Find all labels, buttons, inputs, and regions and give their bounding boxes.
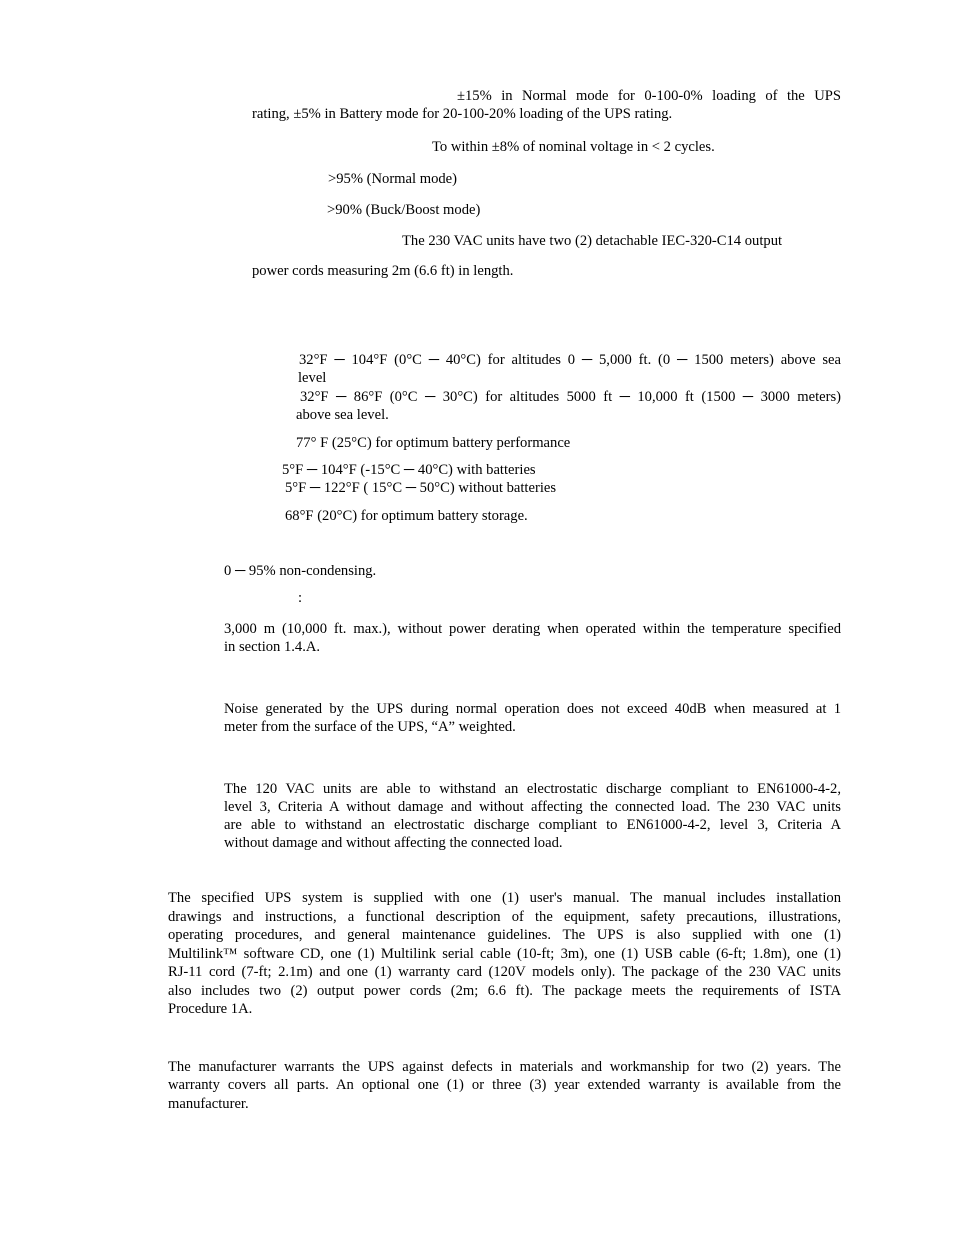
altitude-line-1: 3,000 m (10,000 ft. max.), without power derating when operated within the temperature specified bbox=[224, 621, 841, 637]
esd-line-3: are able to withstand an electrostatic discharge compliant to EN61000-4-2, level 3, Criteria A bbox=[224, 817, 841, 833]
audible-noise-line-2: meter from the surface of the UPS, “A” weighted. bbox=[224, 719, 516, 735]
esd-line-1: The 120 VAC units are able to withstand an electrostatic discharge compliant to EN61000-4-2, bbox=[224, 781, 841, 797]
manual-line-6: also includes two (2) output power cords (2m; 6.6 ft). The package meets the requirements of ISTA bbox=[168, 983, 841, 999]
output-regulation-line-2: rating, ±5% in Battery mode for 20-100-20% loading of the UPS rating. bbox=[252, 106, 673, 122]
manual-line-3: operating procedures, and general maintenance guidelines. The UPS is also supplied with one (1) bbox=[168, 927, 841, 943]
storage-temp-without-batteries: 5°F ─ 122°F ( 15°C ─ 50°C) without batteries bbox=[285, 480, 557, 496]
efficiency-normal: >95% (Normal mode) bbox=[328, 171, 457, 187]
output-regulation-line-1: ±15% in Normal mode for 0-100-0% loading of the UPS bbox=[457, 88, 841, 104]
audible-noise-line-1: Noise generated by the UPS during normal operation does not exceed 40dB when measured at 1 bbox=[224, 701, 841, 717]
manual-line-5: RJ-11 cord (7-ft; 2.1m) and one (1) warranty card (120V models only). The package of the 230 VAC units bbox=[168, 964, 841, 980]
operating-temp-b-line-1: 32°F ─ 86°F (0°C ─ 30°C) for altitudes 5000 ft ─ 10,000 ft (1500 ─ 3000 meters) bbox=[300, 389, 841, 405]
manual-line-2: drawings and instructions, a functional description of the equipment, safety precautions, illustrations, bbox=[168, 909, 841, 925]
esd-line-2: level 3, Criteria A without damage and without affecting the connected load. The 230 VAC units bbox=[224, 799, 841, 815]
transient-response: To within ±8% of nominal voltage in < 2 cycles. bbox=[432, 139, 715, 155]
storage-temp-with-batteries: 5°F ─ 104°F (-15°C ─ 40°C) with batteries bbox=[282, 462, 536, 478]
output-cords-line-2: power cords measuring 2m (6.6 ft) in length. bbox=[252, 263, 514, 279]
output-cords-line-1: The 230 VAC units have two (2) detachable IEC-320-C14 output bbox=[402, 233, 783, 249]
operating-temp-a-line-1: 32°F ─ 104°F (0°C ─ 40°C) for altitudes 0 ─ 5,000 ft. (0 ─ 1500 meters) above sea bbox=[299, 352, 841, 368]
altitude-line-2: in section 1.4.A. bbox=[224, 639, 321, 655]
manual-line-7: Procedure 1A. bbox=[168, 1001, 253, 1017]
operating-temp-optimum: 77° F (25°C) for optimum battery performance bbox=[296, 435, 571, 451]
operating-temp-b-line-2: above sea level. bbox=[296, 407, 389, 423]
warranty-line-1: The manufacturer warrants the UPS against defects in materials and workmanship for two (2) years. The bbox=[168, 1059, 841, 1075]
relative-humidity: 0 ─ 95% non-condensing. bbox=[224, 563, 377, 579]
operating-temp-a-line-2: level bbox=[298, 370, 327, 386]
manual-line-1: The specified UPS system is supplied with one (1) user's manual. The manual includes installation bbox=[168, 890, 841, 906]
altitude-label: : bbox=[298, 590, 303, 606]
esd-line-4: without damage and without affecting the connected load. bbox=[224, 835, 563, 851]
storage-temp-optimum: 68°F (20°C) for optimum battery storage. bbox=[285, 508, 528, 524]
warranty-line-3: manufacturer. bbox=[168, 1096, 249, 1112]
warranty-line-2: warranty covers all parts. An optional one (1) or three (3) year extended warranty is available from the bbox=[168, 1077, 841, 1093]
efficiency-buck-boost: >90% (Buck/Boost mode) bbox=[327, 202, 481, 218]
manual-line-4: Multilink™ software CD, one (1) Multilink serial cable (10-ft; 3m), one (1) USB cable (6-ft; 1.8m), one (1) bbox=[168, 946, 841, 962]
